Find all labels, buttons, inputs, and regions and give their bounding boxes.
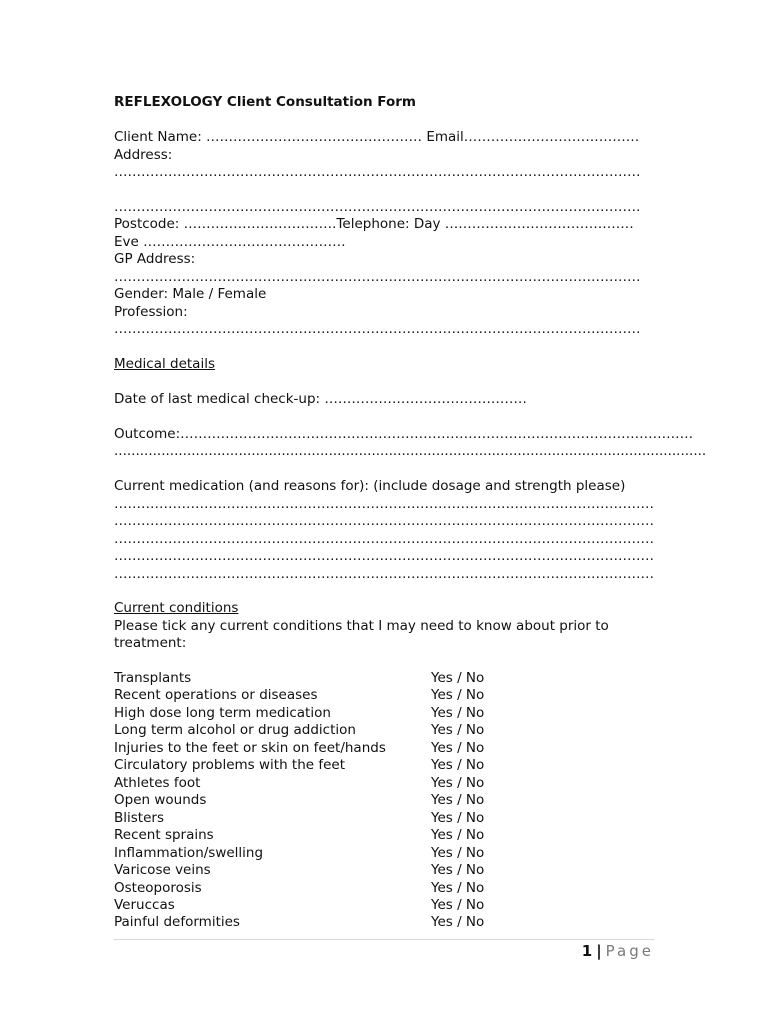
- medication-line: …………………………………………………………………………………………………………: [114, 531, 654, 547]
- gp-address-line: ………………………………………………………………………………………………………: [114, 269, 641, 285]
- condition-answer[interactable]: Yes / No: [431, 687, 485, 703]
- condition-label-injuries: Injuries to the feet or skin on feet/hands: [114, 740, 386, 756]
- page-number: 1: [581, 942, 593, 960]
- condition-answer[interactable]: Yes / No: [431, 722, 485, 738]
- condition-answer[interactable]: Yes / No: [431, 862, 485, 878]
- medical-details-heading: Medical details: [114, 356, 215, 372]
- gender-field: Gender: Male / Female: [114, 286, 267, 302]
- conditions-intro-cont: treatment:: [114, 635, 187, 651]
- outcome-field: Outcome:……………………………………………………………………………………………………: [114, 426, 694, 442]
- address-line-2: ………………………………………………………………………………………………………: [114, 199, 641, 215]
- condition-answer[interactable]: Yes / No: [431, 740, 485, 756]
- condition-label-transplants: Transplants: [114, 670, 192, 686]
- condition-label-painful-deformities: Painful deformities: [114, 914, 240, 930]
- condition-answer[interactable]: Yes / No: [431, 705, 485, 721]
- footer-separator: |: [596, 942, 602, 960]
- address-label: Address:: [114, 147, 173, 163]
- client-name-email-field: Client Name: ………………………………………… Email…………………………………: [114, 129, 640, 145]
- profession-line: ………………………………………………………………………………………………………: [114, 321, 641, 337]
- condition-label-open-wounds: Open wounds: [114, 792, 207, 808]
- footer-divider: [114, 939, 654, 940]
- condition-label-circulatory: Circulatory problems with the feet: [114, 757, 346, 773]
- outcome-line: ..........................................................................................................................................: [114, 443, 707, 459]
- gp-address-label: GP Address:: [114, 251, 196, 267]
- condition-answer[interactable]: Yes / No: [431, 810, 485, 826]
- condition-label-sprains: Recent sprains: [114, 827, 214, 843]
- page-label: Page: [605, 942, 654, 960]
- medication-line: …………………………………………………………………………………………………………: [114, 513, 654, 529]
- condition-label-recent-operations: Recent operations or diseases: [114, 687, 318, 703]
- condition-label-high-dose-medication: High dose long term medication: [114, 705, 331, 721]
- page-footer: [582, 941, 654, 961]
- evening-telephone-field: Eve ………………………………………: [114, 234, 346, 250]
- postcode-telephone-field: Postcode: …………………………….Telephone: Day ……………………………………: [114, 216, 634, 232]
- condition-answer[interactable]: Yes / No: [431, 670, 485, 686]
- condition-label-blisters: Blisters: [114, 810, 164, 826]
- condition-label-osteoporosis: Osteoporosis: [114, 880, 202, 896]
- condition-label-addiction: Long term alcohol or drug addiction: [114, 722, 356, 738]
- condition-label-inflammation: Inflammation/swelling: [114, 845, 264, 861]
- address-line-1: ………………………………………………………………………………………………………: [114, 164, 641, 180]
- conditions-intro: Please tick any current conditions that I may need to know about prior to: [114, 618, 609, 634]
- medication-line: …………………………………………………………………………………………………………: [114, 566, 654, 582]
- form-title: REFLEXOLOGY Client Consultation Form: [114, 94, 416, 110]
- condition-answer[interactable]: Yes / No: [431, 845, 485, 861]
- condition-answer[interactable]: Yes / No: [431, 775, 485, 791]
- condition-label-varicose-veins: Varicose veins: [114, 862, 211, 878]
- condition-answer[interactable]: Yes / No: [431, 827, 485, 843]
- condition-label-veruccas: Veruccas: [114, 897, 175, 913]
- condition-answer[interactable]: Yes / No: [431, 880, 485, 896]
- medication-line: …………………………………………………………………………………………………………: [114, 548, 654, 564]
- current-conditions-heading: Current conditions: [114, 600, 239, 616]
- last-checkup-field: Date of last medical check-up: ………………………………………: [114, 391, 527, 407]
- medication-line: …………………………………………………………………………………………………………: [114, 496, 654, 512]
- profession-label: Profession:: [114, 304, 188, 320]
- condition-answer[interactable]: Yes / No: [431, 914, 485, 930]
- condition-answer[interactable]: Yes / No: [431, 897, 485, 913]
- condition-label-athletes-foot: Athletes foot: [114, 775, 201, 791]
- condition-answer[interactable]: Yes / No: [431, 757, 485, 773]
- condition-answer[interactable]: Yes / No: [431, 792, 485, 808]
- current-medication-label: Current medication (and reasons for): (include dosage and strength please): [114, 478, 626, 494]
